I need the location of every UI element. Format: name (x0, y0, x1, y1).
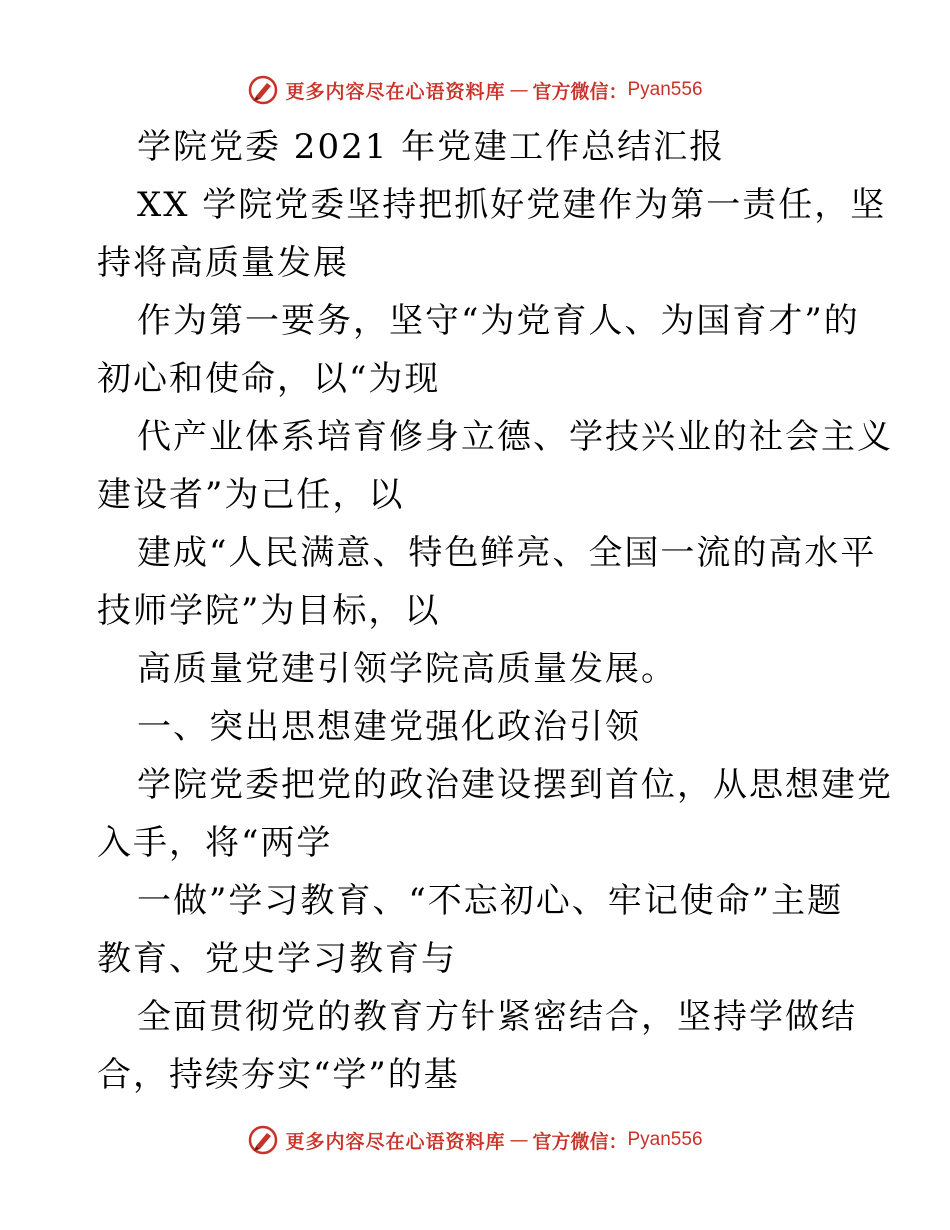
text-line: 建设者”为己任，以 (97, 475, 405, 515)
text-line: XX 学院党委坚持把抓好党建作为第一责任，坚 (137, 185, 887, 225)
pen-logo-icon (247, 1124, 279, 1156)
watermark-id: Pyan556 (627, 79, 703, 100)
pen-logo-icon (247, 74, 279, 106)
watermark-dash: — (509, 79, 529, 101)
text-line: 初心和使命，以“为现 (97, 359, 441, 399)
text-line: 入手，将“两学 (97, 823, 333, 863)
watermark-official: 官方微信： (532, 1130, 628, 1153)
text-line: 作为第一要务，坚守“为党育人、为国育才”的 (137, 301, 860, 341)
document-title: 学院党委 2021 年党建工作总结汇报 (137, 127, 726, 167)
watermark-text: 更多内容尽在心语资料库 (285, 80, 506, 103)
watermark-banner-bottom (0, 1122, 950, 1158)
watermark-dash: — (509, 1129, 529, 1151)
text-line: 合，持续夯实“学”的基 (97, 1055, 460, 1095)
text-line: 一、突出思想建党强化政治引领 (137, 707, 641, 747)
text-line: 建成“人民满意、特色鲜亮、全国一流的高水平 (137, 533, 877, 573)
text-line: 代产业体系培育修身立德、学技兴业的社会主义 (137, 417, 893, 457)
text-line: 全面贯彻党的教育方针紧密结合，坚持学做结 (137, 997, 857, 1037)
text-line: 学院党委把党的政治建设摆到首位，从思想建党 (137, 765, 893, 805)
watermark-official: 官方微信： (532, 80, 628, 103)
text-line: 高质量党建引领学院高质量发展。 (137, 649, 677, 689)
watermark-banner-top (0, 72, 950, 108)
watermark-text: 更多内容尽在心语资料库 (285, 1130, 506, 1153)
text-line: 技师学院”为目标，以 (97, 591, 441, 631)
text-line: 持将高质量发展 (97, 243, 349, 283)
watermark-id: Pyan556 (627, 1129, 703, 1150)
document-body (97, 118, 893, 1104)
text-line: 教育、党史学习教育与 (97, 939, 457, 979)
text-line: 一做”学习教育、“不忘初心、牢记使命”主题 (137, 881, 844, 921)
